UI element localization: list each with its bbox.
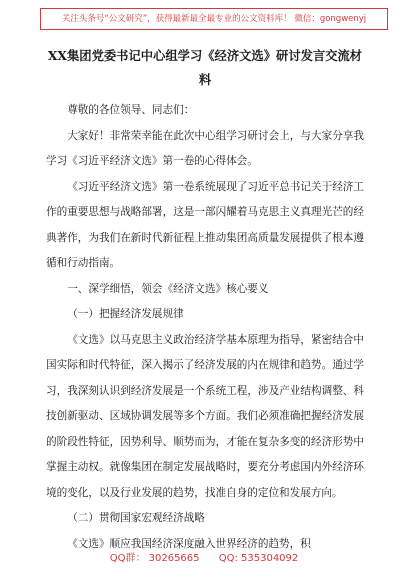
footer-qq-group: QQ群： 30265665 [109, 553, 200, 564]
salutation: 尊敬的各位领导、同志们： [67, 104, 195, 116]
paragraph: 《文选》以马克思主义政治经济学基本原理为指导，紧密结合中国实际和时代特征，深入揭示了经济发展的内在规律和趋势。通过学习，我深刻认识到经济发展是一个系统工程，涉及产业结构调整、科技创新驱动、区域协调发展等多个方面。我们必须准确把握经济发展的阶段性特征，因势利导、顺势而为，才能在复杂多变的经济形势中掌握主动权。就像集团在制定发展战略时，要充分考虑国内外经济环境的变化，以及行业发展的趋势，找准自身的定位和发展方向。 [46, 333, 364, 499]
footer-qq: QQ: 535304092 [218, 553, 299, 564]
document-body [46, 44, 364, 557]
footer-contact [0, 549, 408, 564]
section-heading: 一、深学细悟，领会《经济文选》核心要义 [67, 282, 269, 295]
paragraph: 《文选》顺应我国经济深度融入世界经济的趋势，积 [67, 537, 311, 550]
paragraph: 《习近平经济文选》第一卷系统展现了习近平总书记关于经济工作的重要思想与战略部署，这是一部闪耀着马克思主义真理光芒的经典著作，为我们在新时代新征程上推动集团高质量发展提供了根本遵循和行动指南。 [46, 180, 364, 269]
subsection-heading: （二）贯彻国家宏观经济战略 [67, 512, 205, 524]
header-notice-banner: 关注头条号“公文研究”，获得最新最全最专业的公文资料库！ 微信：gongwenyj [40, 8, 388, 30]
paragraph: 大家好！非常荣幸能在此次中心组学习研讨会上，与大家分享我学习《习近平经济文选》第一卷的心得体会。 [46, 129, 364, 167]
document-title: XX集团党委书记中心组学习《经济文选》研讨发言交流材料 [47, 48, 363, 87]
subsection-heading: （一）把握经济发展规律 [67, 308, 184, 320]
